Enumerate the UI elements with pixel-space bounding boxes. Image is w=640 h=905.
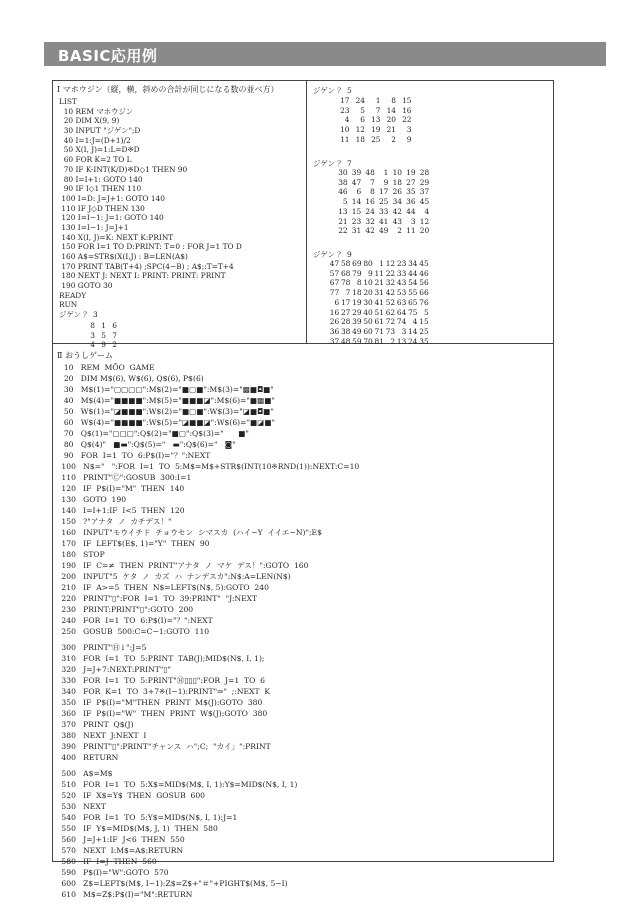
dimension-7-prompt: ジゲン ？ 7 [313, 159, 352, 168]
code-line: 160 A$=STR$(X(I,J) : B=LEN(A$) [59, 252, 188, 261]
grid-cell: 51 [374, 307, 384, 317]
dimension-5-prompt: ジゲン ？ 5 [313, 86, 352, 95]
grid-cell: 20 [419, 226, 430, 236]
grid-row [334, 197, 429, 207]
grid-cell: 14 [386, 105, 396, 115]
grid-cell: 15 [351, 206, 362, 216]
grid-cell: 28 [419, 168, 430, 177]
grid-row [328, 337, 429, 347]
grid-cell: 78 [340, 278, 351, 288]
grid-row [334, 187, 429, 197]
grid-row [328, 317, 429, 327]
code-line: 180 NEXT J: NEXT I: PRINT: PRINT: PRINT [59, 271, 226, 281]
code-line: 160 INPUT"モウイチド チョウセン シマスカ (ハイ−Y イイエ−N)";E$ [59, 528, 322, 537]
grid-cell: 5 [423, 307, 429, 317]
grid-cell: 69 [352, 259, 362, 268]
grid-cell: 32 [365, 216, 375, 226]
code-line: 110 IF J◇D THEN 130 [59, 203, 145, 213]
code-line: 560 J=J+1:IF J<6 THEN 550 [59, 835, 185, 844]
grid-cell: 35 [419, 336, 429, 346]
code-line: 190 GOTO 30 [59, 281, 113, 291]
grid-cell: 27 [406, 177, 416, 187]
code-line: 540 FOR I=1 TO 5:Y$=MID$(N$, I, 1):J=1 [59, 813, 238, 822]
code-line: 340 FOR K=1 TO 3+7※(I−1):PRINT"⇒" ;:NEXT K [59, 687, 271, 696]
grid-cell: 10 [363, 278, 373, 288]
grid-cell: 16 [365, 197, 375, 207]
grid-cell: 6 [360, 115, 365, 125]
grid-cell: 5 [360, 105, 365, 115]
grid-cell: 58 [340, 259, 351, 268]
grid-cell: 16 [329, 307, 340, 317]
code-line: 140 I=I+1:IF I<5 THEN 120 [59, 506, 185, 515]
grid-cell: 21 [338, 216, 348, 226]
grid-cell: 40 [363, 307, 373, 317]
grid-cell: 11 [406, 226, 416, 236]
code-line: 110 PRINT"Ⓒ":GOSUB 300:I=1 [59, 473, 192, 482]
code-line: 90 FOR I=1 TO 6:P$(I)="？":NEXT [59, 451, 211, 460]
code-line: 240 FOR I=1 TO 6:P$(I)="？":NEXT [59, 616, 213, 625]
grid-cell: 6 [334, 297, 340, 307]
code-line: 60 FOR K=2 TO L [59, 155, 132, 165]
grid-cell: 57 [329, 268, 340, 278]
grid-cell: 37 [329, 336, 340, 346]
code-line: 550 IF Y$=MID$(M$, J, 1) THEN 580 [59, 824, 218, 833]
grid-cell: 31 [351, 226, 362, 236]
grid-cell: 10 [392, 168, 402, 177]
grid-cell: 59 [352, 336, 362, 346]
grid-cell: 22 [385, 268, 396, 278]
code-line: 150 ?"アナタ ノ カチデス！" [59, 517, 172, 526]
bull-game-listing-main [59, 362, 359, 637]
grid-cell: 42 [392, 206, 402, 216]
grid-cell: 46 [419, 268, 429, 278]
grid-cell: 2 [390, 336, 396, 346]
grid-cell: 79 [352, 268, 362, 278]
grid-cell: 30 [363, 297, 373, 307]
code-line: 150 FOR I=1 TO D:PRINT: T=0 : FOR J=1 TO D [59, 242, 242, 252]
grid-cell: 8 [356, 278, 362, 288]
grid-cell: 64 [396, 307, 407, 317]
grid-cell: 33 [378, 206, 389, 216]
grid-cell: 7 [375, 105, 381, 115]
grid-cell: 25 [378, 197, 389, 207]
code-line: 600 Z$=LEFT$(M$, I−1):Z$=Z$+"＃"+PIGHT$(M$, 5−I) [59, 879, 288, 888]
code-line: 250 GOSUB 500:C=C−1:GOTO 110 [59, 627, 210, 636]
grid-cell: 38 [340, 326, 351, 336]
grid-cell: 14 [351, 197, 362, 207]
grid-cell: 54 [408, 278, 418, 288]
grid-cell: 3 [406, 125, 412, 135]
code-line: 80 I=I+1: GOTO 140 [59, 174, 143, 184]
code-line: 200 INPUT"5 ケタ ノ カズ ハ ナンデスカ":N$:A=LEN(N$) [59, 572, 291, 581]
grid-row [334, 217, 429, 227]
code-line: 30 INPUT "ジゲン";D [59, 126, 141, 136]
grid-cell: 70 [363, 336, 373, 346]
grid-cell: 4 [344, 115, 350, 125]
grid-cell: 31 [374, 288, 384, 298]
bull-game-listing-check [59, 768, 297, 900]
code-line: 210 IF A>=5 THEN N$=LEFT$(N$, 5):GOTO 240 [59, 583, 269, 592]
code-line: 130 GOTO 190 [59, 495, 127, 504]
magic-square-5-grid [334, 96, 412, 145]
grid-cell: 30 [338, 168, 348, 177]
code-line: 230 PRINT:PRINT"▯":GOTO 200 [59, 605, 194, 614]
code-line: 70 Q$(1)="▢▢▢":Q$(2)="■▢":Q$(3)=" ■" [59, 429, 249, 438]
grid-row [334, 96, 412, 106]
grid-cell: 13 [338, 206, 348, 216]
grid-cell: 55 [408, 288, 418, 298]
code-line: 10 REM マホウジン [59, 106, 134, 116]
grid-cell: 24 [365, 206, 375, 216]
code-line: 180 STOP [59, 550, 105, 559]
grid-cell: 66 [419, 288, 429, 298]
grid-row [334, 207, 429, 217]
grid-row [334, 168, 429, 178]
grid-row [328, 288, 429, 298]
grid-cell: 43 [396, 278, 407, 288]
grid-cell: 34 [392, 197, 402, 207]
grid-cell: 37 [419, 187, 430, 197]
code-line: 140 X(I, J)=K: NEXT K:PRINT [59, 232, 174, 242]
grid-cell: 4 [424, 206, 430, 216]
grid-row [334, 106, 412, 116]
grid-cell: 12 [385, 259, 396, 268]
grid-cell: 26 [329, 317, 340, 327]
grid-cell: 6 [356, 187, 362, 197]
grid-cell: 2 [391, 134, 396, 144]
grid-cell: 18 [352, 288, 362, 298]
grid-cell: 28 [340, 317, 351, 327]
grid-cell: 49 [352, 326, 362, 336]
grid-cell: 23 [351, 216, 362, 226]
vertical-divider [306, 80, 307, 343]
grid-cell: 21 [374, 278, 384, 288]
code-line: 170 IF LEFT$(E$, 1)="Y" THEN 90 [59, 539, 210, 548]
code-line: LIST [59, 97, 77, 106]
grid-cell: 53 [396, 288, 407, 298]
grid-cell: 17 [340, 96, 350, 105]
grid-cell: 5 [101, 330, 106, 340]
grid-cell: 72 [385, 317, 396, 327]
grid-cell: 34 [408, 259, 418, 268]
code-line: ジゲン ？ 3 [59, 310, 98, 320]
grid-cell: 3 [90, 330, 95, 340]
horizontal-divider [52, 343, 554, 344]
grid-cell: 47 [351, 177, 362, 187]
grid-cell: 24 [408, 336, 418, 346]
grid-cell: 8 [370, 187, 375, 197]
grid-cell: 7 [370, 177, 375, 187]
dimension-9-prompt: ジゲン ？ 9 [313, 250, 352, 259]
grid-cell: 27 [340, 307, 351, 317]
grid-row [334, 178, 429, 188]
grid-cell: 12 [419, 216, 430, 226]
code-line: 100 I=D: J=J+1: GOTO 140 [59, 193, 165, 203]
code-line: 390 PRINT"▯":PRINT"チャンス ハ";C; "カイ」":PRINT [59, 742, 271, 751]
section2-title: Ⅱ おうしゲーム [57, 351, 113, 360]
grid-cell: 41 [378, 216, 389, 226]
grid-cell: 61 [374, 317, 384, 327]
code-line: 20 DIM M$(6), W$(6), Q$(6), P$(6) [59, 374, 204, 383]
grid-cell: 4 [412, 317, 418, 327]
grid-cell: 1 [375, 96, 381, 105]
grid-cell: 26 [392, 187, 402, 197]
code-line: 500 A$=M$ [59, 769, 113, 778]
grid-cell: 44 [408, 268, 418, 278]
grid-cell: 36 [406, 197, 416, 207]
grid-cell: 23 [396, 259, 407, 268]
grid-cell: 10 [340, 125, 350, 135]
code-line: 170 PRINT TAB(T+4) ;SPC(4−B) ; A$;:T=T+4 [59, 261, 234, 271]
code-line: READY [59, 290, 87, 300]
grid-cell: 63 [396, 297, 407, 307]
grid-cell: 48 [365, 168, 375, 177]
grid-row [84, 331, 117, 341]
grid-cell: 13 [371, 115, 381, 125]
code-line: 120 IF P$(I)="M" THEN 140 [59, 484, 185, 493]
grid-cell: 1 [383, 168, 389, 177]
grid-cell: 18 [355, 134, 365, 144]
grid-row [84, 321, 117, 331]
grid-row [334, 125, 412, 135]
code-line: 40 M$(4)="■■■■":M$(5)="■■■◪":M$(6)="■▩■" [59, 396, 275, 405]
code-line: 190 IF C=≠ THEN PRINT"アナタ ノ マケ デス！":GOTO 160 [59, 561, 309, 570]
grid-cell: 15 [419, 317, 429, 327]
code-line: 370 PRINT Q$(J) [59, 720, 134, 729]
grid-cell: 9 [406, 134, 412, 144]
section1-title: Ⅰ マホウジン（縦，横，斜めの合計が同じになる数の並べ方） [57, 85, 279, 94]
grid-row [334, 115, 412, 125]
grid-cell: 71 [374, 326, 384, 336]
grid-cell: 39 [351, 168, 362, 177]
grid-cell: 18 [392, 177, 402, 187]
grid-cell: 9 [368, 268, 373, 278]
magic-square-listing [59, 97, 242, 320]
grid-cell: 4 [90, 340, 95, 350]
grid-cell: 14 [408, 326, 418, 336]
grid-cell: 9 [383, 177, 389, 187]
grid-cell: 20 [386, 115, 396, 125]
grid-cell: 15 [402, 96, 412, 105]
grid-cell: 77 [329, 288, 340, 298]
code-line: 220 PRINT"▯":FOR I=1 TO 39:PRINT" "J:NEXT [59, 594, 258, 603]
magic-square-7-grid [334, 168, 429, 236]
grid-cell: 74 [396, 317, 407, 327]
grid-cell: 32 [385, 278, 396, 288]
grid-row [334, 226, 429, 236]
grid-cell: 8 [90, 321, 95, 330]
grid-cell: 36 [329, 326, 340, 336]
code-line: 130 I=I−1: J=J+1 [59, 222, 129, 232]
code-line: 90 IF I◇1 THEN 110 [59, 184, 142, 194]
grid-cell: 25 [371, 134, 381, 144]
grid-cell: 11 [340, 134, 350, 144]
code-line: 50 W$(1)="◪■■■":W$(2)="■▢■":W$(3)="◪■◘■" [59, 407, 274, 416]
grid-cell: 38 [338, 177, 348, 187]
grid-cell: 41 [374, 297, 384, 307]
grid-cell: 1 [379, 259, 384, 268]
grid-cell: 50 [363, 317, 373, 327]
code-line: 330 FOR I=1 TO 5:PRINT"Ⓗ▯▯▯":FOR J=1 TO 6 [59, 676, 265, 685]
code-line: 100 N$=" ":FOR I=1 TO 5:M$=M$+STR$(INT(10※RND(1)):NEXT:C=10 [59, 462, 360, 471]
code-line: 510 FOR I=1 TO 5:X$=MID$(M$, I, 1):Y$=MID$(N$, I, 1) [59, 780, 298, 789]
grid-cell: 45 [419, 259, 429, 268]
code-line: 610 M$=Z$:P$(I)="M":RETURN [59, 890, 193, 899]
grid-cell: 1 [101, 321, 106, 330]
grid-row [328, 327, 429, 337]
grid-cell: 33 [396, 268, 407, 278]
grid-cell: 22 [338, 226, 348, 236]
grid-row [328, 259, 429, 269]
grid-cell: 80 [363, 259, 373, 268]
grid-cell: 43 [392, 216, 402, 226]
section-header-bar [44, 42, 606, 66]
code-line: 380 NEXT J:NEXT I [59, 731, 147, 740]
grid-cell: 23 [340, 105, 350, 115]
code-line: 70 IF K-INT(K/D)※D◇1 THEN 90 [59, 164, 188, 174]
grid-cell: 76 [419, 297, 429, 307]
grid-cell: 45 [419, 197, 430, 207]
code-line: 570 NEXT I:M$=A$:RETURN [59, 846, 184, 855]
grid-cell: 46 [338, 187, 348, 197]
grid-cell: 39 [352, 317, 362, 327]
grid-cell: 20 [363, 288, 373, 298]
code-line: 580 IF I=J THEN 560 [59, 857, 157, 866]
grid-cell: 81 [374, 336, 384, 346]
grid-cell: 62 [385, 307, 396, 317]
grid-cell: 2 [112, 340, 117, 350]
code-line: 320 J=J+7:NEXT:PRINT"▯" [59, 665, 172, 674]
grid-cell: 49 [378, 226, 389, 236]
grid-cell: 6 [112, 321, 117, 330]
grid-cell: 12 [355, 125, 365, 135]
code-line: 80 Q$(4)" ■▬":Q$(5)=" ▬":Q$(6)=" ◙" [59, 440, 236, 449]
grid-cell: 7 [345, 288, 351, 298]
grid-row [334, 135, 412, 145]
grid-row [328, 269, 429, 279]
grid-cell: 19 [352, 297, 362, 307]
code-line: 10 REM MŌO GAME [59, 363, 155, 372]
grid-cell: 29 [352, 307, 362, 317]
code-line: 520 IF X$=Y$ THEN GOSUB 600 [59, 791, 206, 800]
bull-game-listing-display [59, 642, 271, 763]
grid-cell: 11 [374, 268, 384, 278]
code-line: 40 I=1:J=(D+1)/2 [59, 135, 131, 145]
code-line: 360 IF P$(I)="W" THEN PRINT W$(J):GOTO 380 [59, 709, 268, 718]
grid-cell: 42 [365, 226, 375, 236]
grid-cell: 7 [112, 330, 117, 340]
code-line: 400 RETURN [59, 753, 119, 762]
code-line: 310 FOR I=1 TO 5:PRINT TAB(J);MID$(N$, I, 1); [59, 654, 265, 663]
grid-cell: 68 [340, 268, 351, 278]
page-title: BASIC応用例 [58, 47, 158, 65]
grid-cell: 65 [408, 297, 418, 307]
grid-cell: 47 [329, 259, 340, 268]
grid-cell: 42 [385, 288, 396, 298]
grid-cell: 60 [363, 326, 373, 336]
grid-cell: 48 [340, 336, 351, 346]
grid-cell: 52 [385, 297, 396, 307]
grid-cell: 22 [402, 115, 412, 125]
grid-cell: 5 [342, 197, 348, 207]
grid-cell: 35 [406, 187, 416, 197]
magic-square-3-grid [84, 321, 117, 350]
code-line: 300 PRINT"Ⓗ↓":J=5 [59, 643, 147, 652]
code-line: 120 I=I−1: J=1: GOTO 140 [59, 213, 164, 223]
grid-cell: 2 [397, 226, 402, 236]
code-line: 530 NEXT [59, 802, 106, 811]
grid-cell: 9 [101, 340, 106, 350]
grid-cell: 75 [408, 307, 418, 317]
grid-cell: 21 [386, 125, 396, 135]
grid-row [328, 298, 429, 308]
grid-row [84, 340, 117, 350]
grid-cell: 16 [402, 105, 412, 115]
grid-row [328, 278, 429, 288]
grid-cell: 3 [410, 216, 416, 226]
grid-cell: 19 [406, 168, 416, 177]
grid-cell: 24 [355, 96, 365, 105]
code-line: 350 IF P$(I)="M"THEN PRINT M$(J):GOTO 380 [59, 698, 263, 707]
grid-cell: 67 [329, 278, 340, 288]
grid-cell: 56 [419, 278, 429, 288]
code-line: 20 DIM X(9, 9) [59, 116, 120, 126]
grid-cell: 8 [391, 96, 396, 105]
code-line: 50 X(I, J)=1:L=D※D [59, 145, 140, 155]
grid-cell: 19 [371, 125, 381, 135]
grid-cell: 73 [385, 326, 396, 336]
grid-cell: 17 [378, 187, 389, 197]
magic-square-9-grid [328, 259, 429, 346]
code-line: 30 M$(1)="▢▢▢▢":M$(2)="■▢■":M$(3)="▩■◘■" [59, 385, 274, 394]
grid-cell: 44 [406, 206, 416, 216]
grid-cell: 3 [401, 326, 407, 336]
code-line: RUN [59, 300, 78, 310]
grid-cell: 29 [419, 177, 430, 187]
grid-cell: 25 [419, 326, 429, 336]
grid-row [328, 308, 429, 318]
code-line: 590 P$(I)="W":GOTO 570 [59, 868, 169, 877]
code-line: 60 W$(4)="■■■■":W$(5)="◪■■◪":W$(6)="■◪■" [59, 418, 275, 427]
grid-cell: 13 [396, 336, 407, 346]
grid-cell: 17 [340, 297, 351, 307]
